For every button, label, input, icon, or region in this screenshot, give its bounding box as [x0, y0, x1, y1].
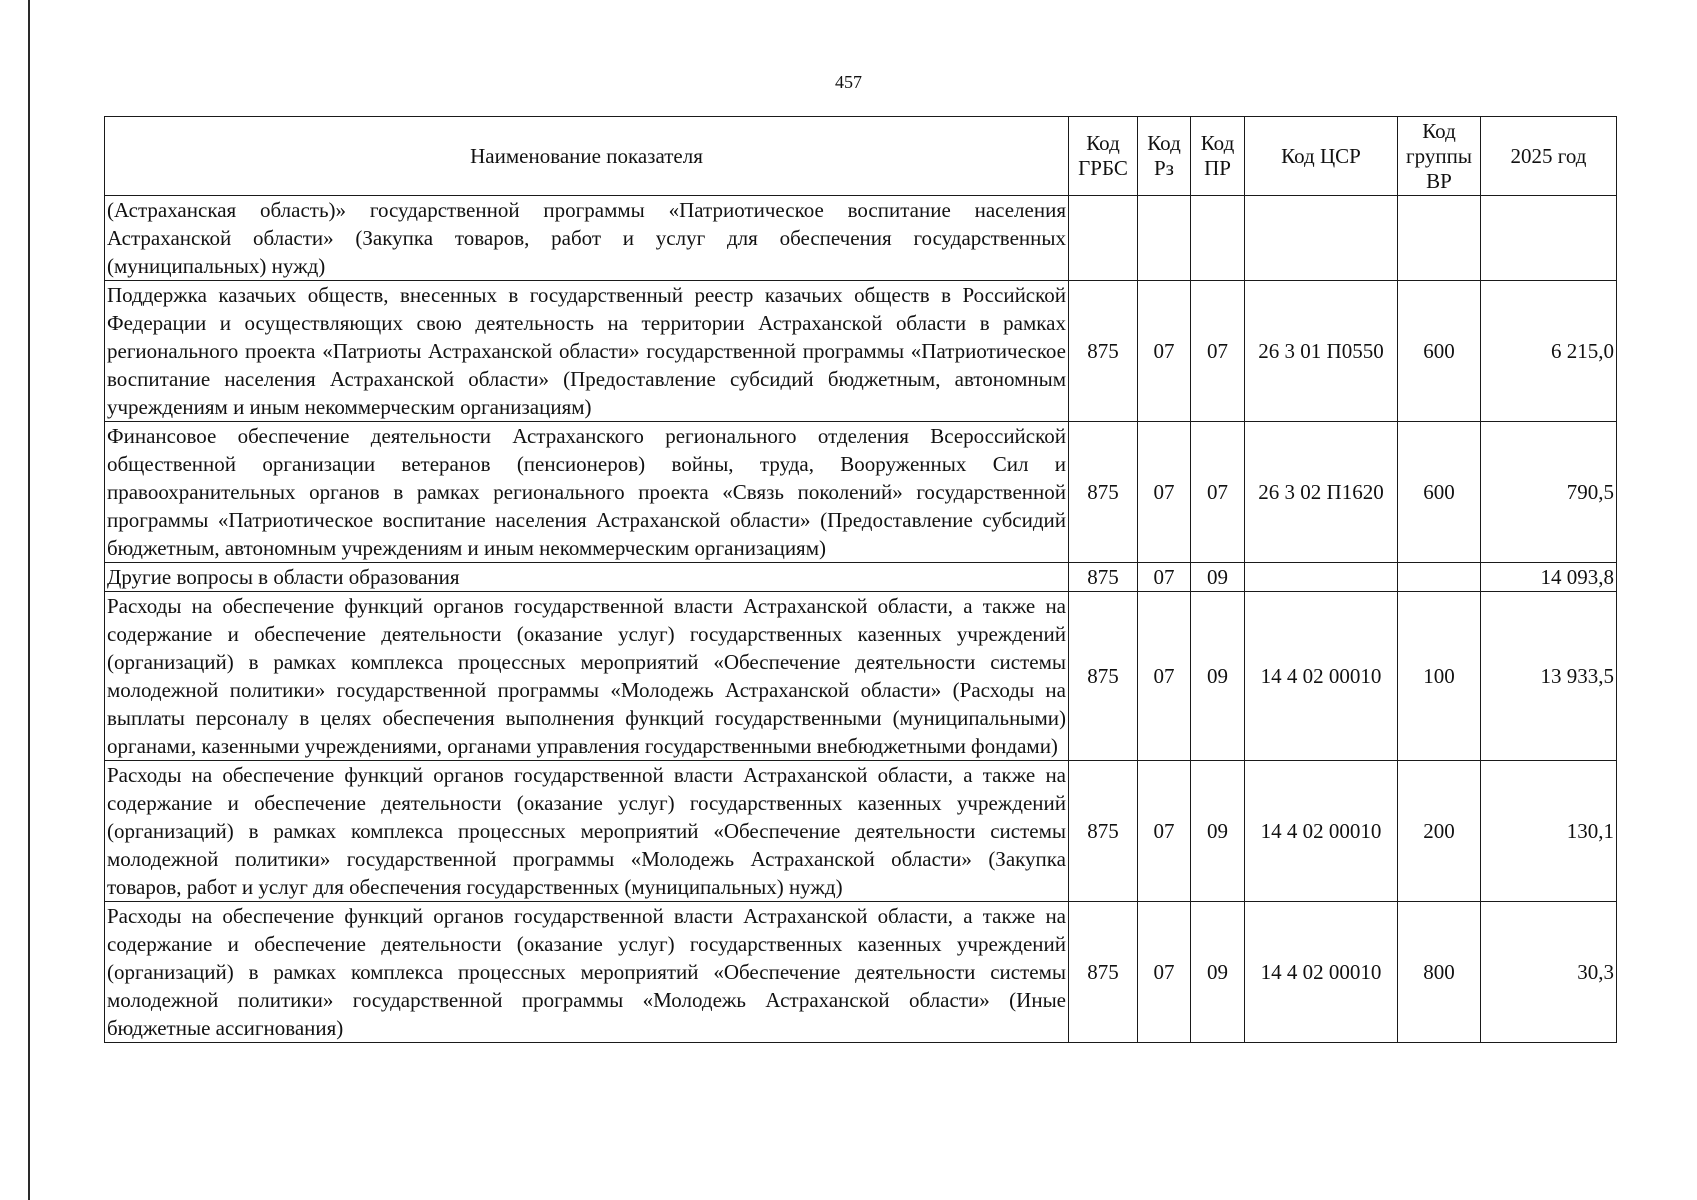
header-name: Наименование показателя — [105, 117, 1069, 196]
header-vr: Код группы ВР — [1398, 117, 1481, 196]
row-amount: 13 933,5 — [1481, 592, 1617, 761]
row-pr: 09 — [1191, 761, 1245, 902]
row-csr — [1245, 196, 1398, 281]
row-pr: 09 — [1191, 592, 1245, 761]
row-rz — [1138, 196, 1191, 281]
header-grbs: Код ГРБС — [1069, 117, 1138, 196]
header-pr: Код ПР — [1191, 117, 1245, 196]
row-csr: 14 4 02 00010 — [1245, 761, 1398, 902]
row-csr: 26 3 02 П1620 — [1245, 422, 1398, 563]
row-rz: 07 — [1138, 422, 1191, 563]
page-binding-line — [28, 0, 30, 1200]
table-row — [105, 281, 1617, 422]
row-amount: 790,5 — [1481, 422, 1617, 563]
table-row — [105, 563, 1617, 592]
row-grbs: 875 — [1069, 592, 1138, 761]
row-rz: 07 — [1138, 761, 1191, 902]
row-name: Финансовое обеспечение деятельности Астраханского регионального отделения Всероссийской общественной организации ветеранов (пенсионеров) войны, труда, Вооруженных Сил и правоохранительных органов в рамках регионального проекта «Связь поколений» государственной программы «Патриотическое воспитание населения Астраханской области» (Предоставление субсидий бюджетным, автономным учреждениям и иным некоммерческим организациям) — [105, 422, 1069, 563]
row-rz: 07 — [1138, 281, 1191, 422]
row-rz: 07 — [1138, 592, 1191, 761]
row-grbs: 875 — [1069, 281, 1138, 422]
budget-table — [104, 116, 1617, 1043]
row-amount: 30,3 — [1481, 902, 1617, 1043]
row-amount — [1481, 196, 1617, 281]
row-vr — [1398, 196, 1481, 281]
row-name: Расходы на обеспечение функций органов государственной власти Астраханской области, а также на содержание и обеспечение деятельности (оказание услуг) государственных казенных учреждений (организаций) в рамках комплекса процессных мероприятий «Обеспечение деятельности системы молодежной политики» государственной программы «Молодежь Астраханской области» (Иные бюджетные ассигнования) — [105, 902, 1069, 1043]
row-name: (Астраханская область)» государственной программы «Патриотическое воспитание населения Астраханской области» (Закупка товаров, работ и услуг для обеспечения государственных (муниципальных) нужд) — [105, 196, 1069, 281]
row-vr: 800 — [1398, 902, 1481, 1043]
header-year: 2025 год — [1481, 117, 1617, 196]
header-rz: Код Рз — [1138, 117, 1191, 196]
row-csr: 26 3 01 П0550 — [1245, 281, 1398, 422]
row-grbs: 875 — [1069, 563, 1138, 592]
row-vr — [1398, 563, 1481, 592]
row-grbs: 875 — [1069, 761, 1138, 902]
row-name: Расходы на обеспечение функций органов государственной власти Астраханской области, а также на содержание и обеспечение деятельности (оказание услуг) государственных казенных учреждений (организаций) в рамках комплекса процессных мероприятий «Обеспечение деятельности системы молодежной политики» государственной программы «Молодежь Астраханской области» (Закупка товаров, работ и услуг для обеспечения государственных (муниципальных) нужд) — [105, 761, 1069, 902]
row-amount: 130,1 — [1481, 761, 1617, 902]
row-name: Другие вопросы в области образования — [105, 563, 1069, 592]
row-amount: 14 093,8 — [1481, 563, 1617, 592]
row-rz: 07 — [1138, 563, 1191, 592]
table-row — [105, 902, 1617, 1043]
row-csr: 14 4 02 00010 — [1245, 902, 1398, 1043]
row-grbs — [1069, 196, 1138, 281]
row-rz: 07 — [1138, 902, 1191, 1043]
row-name: Поддержка казачьих обществ, внесенных в государственный реестр казачьих обществ в Российской Федерации и осуществляющих свою деятельность на территории Астраханской области в рамках регионального проекта «Патриоты Астраханской области» государственной программы «Патриотическое воспитание населения Астраханской области» (Предоставление субсидий бюджетным, автономным учреждениям и иным некоммерческим организациям) — [105, 281, 1069, 422]
row-csr — [1245, 563, 1398, 592]
row-pr — [1191, 196, 1245, 281]
row-vr: 600 — [1398, 422, 1481, 563]
row-pr: 07 — [1191, 281, 1245, 422]
row-vr: 200 — [1398, 761, 1481, 902]
row-pr: 09 — [1191, 563, 1245, 592]
row-name: Расходы на обеспечение функций органов государственной власти Астраханской области, а также на содержание и обеспечение деятельности (оказание услуг) государственных казенных учреждений (организаций) в рамках комплекса процессных мероприятий «Обеспечение деятельности системы молодежной политики» государственной программы «Молодежь Астраханской области» (Расходы на выплаты персоналу в целях обеспечения выполнения функций государственными (муниципальными) органами, казенными учреждениями, органами управления государственными внебюджетными фондами) — [105, 592, 1069, 761]
table-row — [105, 592, 1617, 761]
row-grbs: 875 — [1069, 902, 1138, 1043]
row-pr: 07 — [1191, 422, 1245, 563]
row-grbs: 875 — [1069, 422, 1138, 563]
table-row — [105, 761, 1617, 902]
table-row — [105, 422, 1617, 563]
table-row — [105, 196, 1617, 281]
row-pr: 09 — [1191, 902, 1245, 1043]
page-number: 457 — [835, 72, 862, 92]
row-csr: 14 4 02 00010 — [1245, 592, 1398, 761]
row-vr: 600 — [1398, 281, 1481, 422]
header-csr: Код ЦСР — [1245, 117, 1398, 196]
table-header-row — [105, 117, 1617, 196]
row-amount: 6 215,0 — [1481, 281, 1617, 422]
row-vr: 100 — [1398, 592, 1481, 761]
